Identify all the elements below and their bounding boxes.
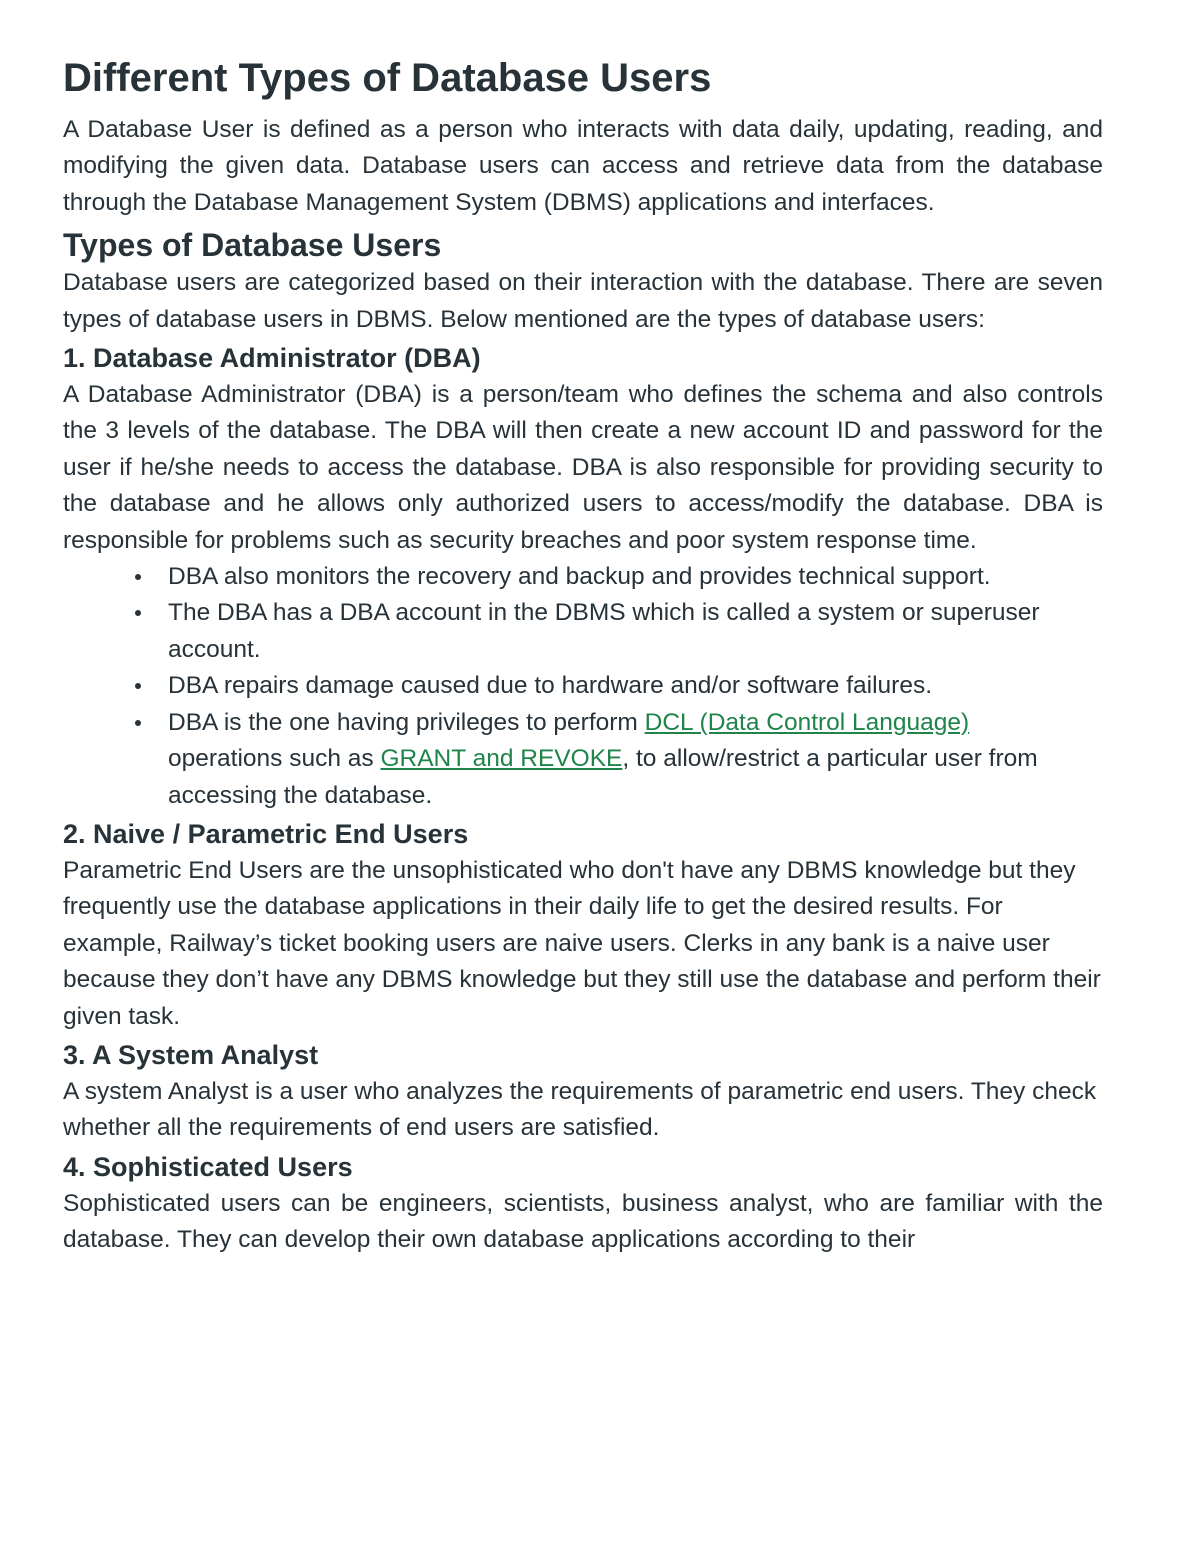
- dcl-link[interactable]: DCL (Data Control Language): [644, 708, 970, 736]
- intro-paragraph: A Database User is defined as a person who interacts with data daily, updating, reading, and modifying the given data. Database users can access and retrieve data from the database through the Database Management System (DBMS) applications and interfaces.: [63, 116, 1103, 216]
- list-item: DBA also monitors the recovery and backup and provides technical support.: [168, 559, 1103, 595]
- list-item-text: operations such as: [168, 745, 381, 773]
- list-item: The DBA has a DBA account in the DBMS which is called a system or superuser account.: [168, 595, 1103, 668]
- sophisticated-users-heading: 4. Sophisticated Users: [63, 1151, 353, 1182]
- sophisticated-users-paragraph: Sophisticated users can be engineers, scientists, business analyst, who are familiar with the database. They can develop their own database applications according to their: [63, 1189, 1103, 1254]
- types-intro-paragraph: Database users are categorized based on their interaction with the database. There are seven types of database users in DBMS. Below mentioned are the types of database users:: [63, 269, 1103, 333]
- list-item: DBA repairs damage caused due to hardware and/or software failures.: [168, 668, 1103, 704]
- list-item-text: DBA is the one having privileges to perform: [168, 708, 645, 736]
- dba-bullet-list: [63, 559, 1103, 814]
- article-content: [63, 54, 1103, 1259]
- system-analyst-heading: 3. A System Analyst: [63, 1039, 319, 1070]
- dba-heading: 1. Database Administrator (DBA): [63, 343, 481, 374]
- list-item: [168, 705, 1103, 814]
- types-heading: Types of Database Users: [63, 227, 442, 264]
- list-item-text: , to allow/restrict a particular user from accessing the database.: [168, 745, 1038, 809]
- naive-users-heading: 2. Naive / Parametric End Users: [63, 818, 469, 849]
- grant-revoke-link[interactable]: GRANT and REVOKE: [380, 745, 623, 773]
- system-analyst-paragraph: A system Analyst is a user who analyzes the requirements of parametric end users. They check whether all the requirements of end users are satisfied.: [63, 1077, 1097, 1142]
- page-title: Different Types of Database Users: [63, 56, 712, 100]
- dba-paragraph: A Database Administrator (DBA) is a person/team who defines the schema and also controls the 3 levels of the database. The DBA will then create a new account ID and password for the user if he/she needs to access the database. DBA is also responsible for providing security to the database and he allows only authorized users to access/modify the database. DBA is responsible for problems such as security breaches and poor system response time.: [63, 381, 1103, 554]
- naive-users-paragraph: Parametric End Users are the unsophisticated who don't have any DBMS knowledge but they frequently use the database applications in their daily life to get the desired results. For example, Railway’s ticket booking users are naive users. Clerks in any bank is a naive user because they don’t have any DBMS knowledge but they still use the database and perform their given task.: [63, 856, 1101, 1030]
